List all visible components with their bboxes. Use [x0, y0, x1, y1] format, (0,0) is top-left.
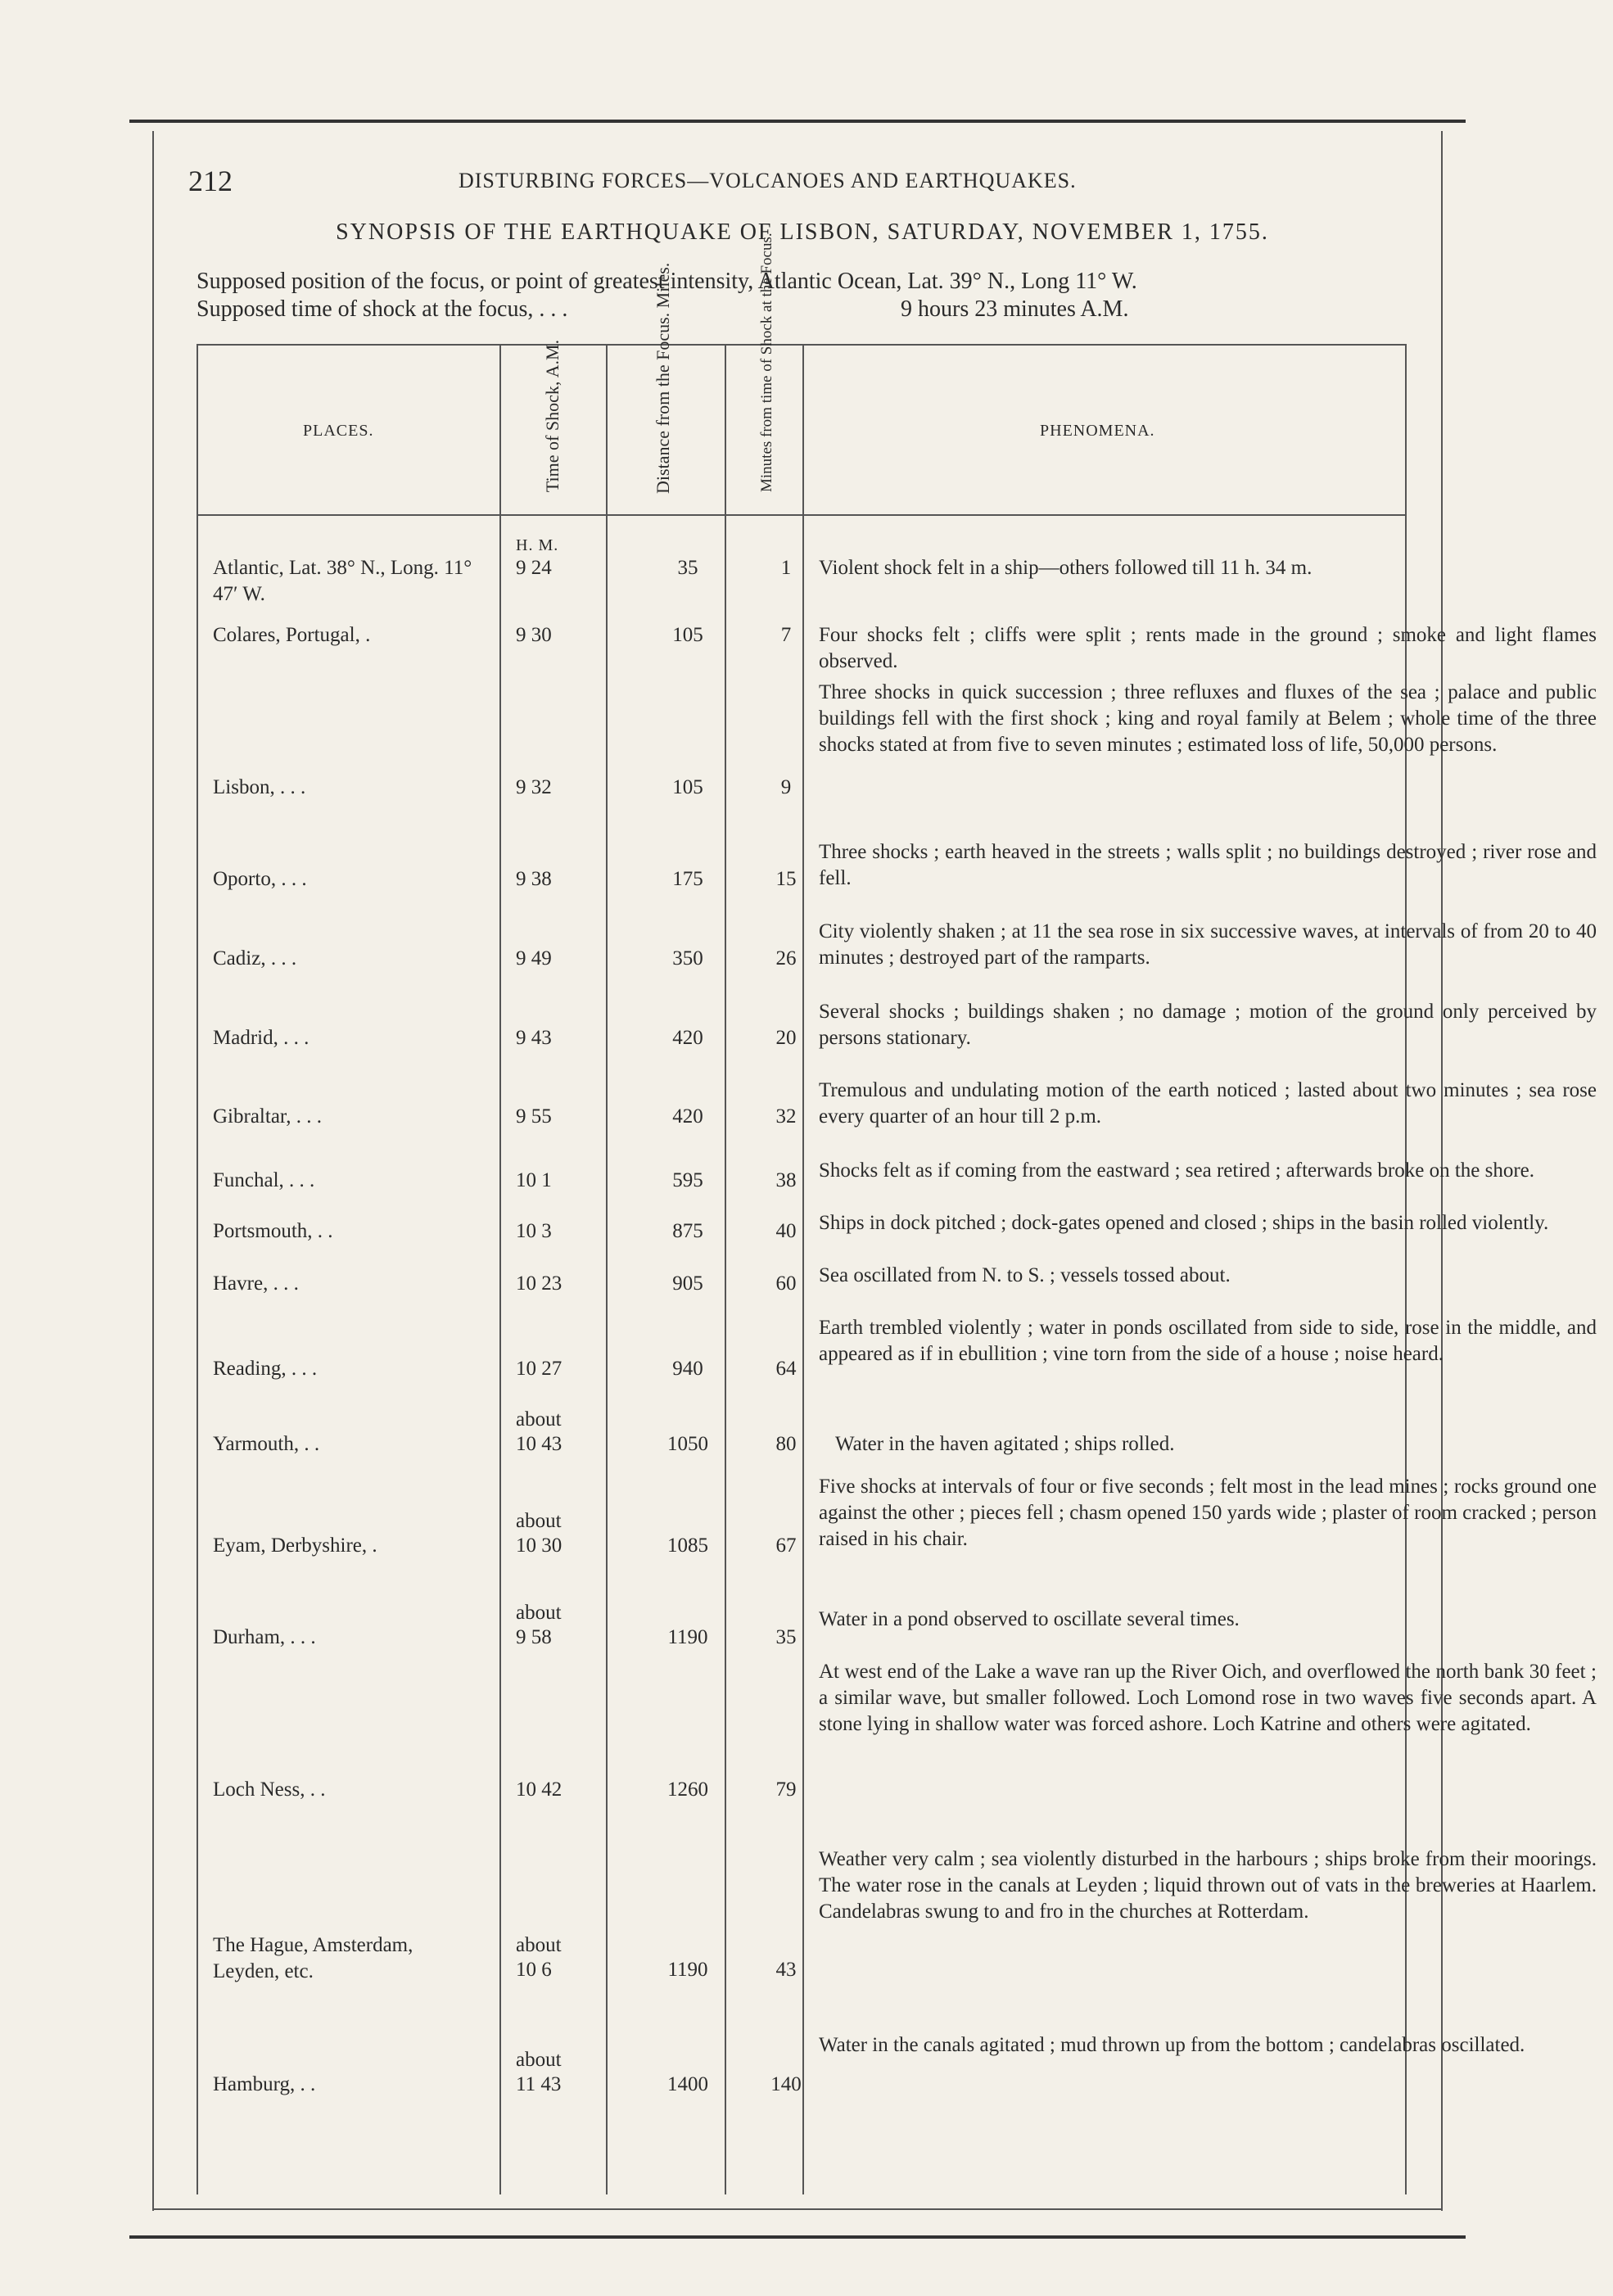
place-cell: Reading, . . .: [213, 1358, 318, 1380]
time-cell: 9 55: [516, 1105, 552, 1128]
place-cell: Havre, . . .: [213, 1272, 299, 1295]
distance-cell: 350: [672, 947, 703, 969]
frame-bottom-rule: [152, 2208, 1443, 2210]
focus-position: Supposed position of the focus, or point of greatest intensity, Atlantic Ocean, Lat. 39° N., Long 11° W.: [197, 269, 1137, 294]
minutes-cell: 15: [775, 868, 797, 890]
time-prefix-cell: about: [516, 1934, 562, 1956]
minutes-cell: 80: [775, 1433, 797, 1455]
time-cell: 10 30: [516, 1534, 563, 1557]
place-cell: Atlantic, Lat. 38° N., Long. 11° 47′ W.: [213, 557, 472, 605]
distance-cell: 35: [677, 557, 698, 579]
phenomena-text: Water in the canals agitated ; mud thrown up from the bottom ; candelabras oscillated.: [819, 2034, 1525, 2056]
table-rule-time: [606, 344, 608, 2194]
phenomena-text: Water in a pond observed to oscillate several times.: [819, 1608, 1240, 1630]
distance-cell: 1260: [667, 1778, 708, 1801]
phenomena-cell: [819, 1474, 1597, 1553]
table-rule-header: [197, 514, 1407, 516]
distance-cell: 420: [672, 1027, 703, 1049]
time-cell: 9 49: [516, 947, 552, 969]
time-cell: 9 58: [516, 1626, 552, 1648]
place-cell: Eyam, Derbyshire, .: [213, 1534, 377, 1557]
phenomena-text: At west end of the Lake a wave ran up the River Oich, and overflowed the north bank 30 feet ; a similar wave, but smaller followed. Loch Lomond rose in two waves five seconds apart. A stone lying in shallow water was forced ashore. Loch Katrine and others were agitated.: [819, 1661, 1597, 1735]
phenomena-cell: [819, 1846, 1597, 1925]
place-cell: Gibraltar, . . .: [213, 1105, 322, 1128]
phenomena-text: Violent shock felt in a ship—others followed till 11 h. 34 m.: [819, 557, 1313, 579]
distance-cell: 1190: [667, 1959, 708, 1981]
phenomena-text: Five shocks at intervals of four or five seconds ; felt most in the lead mines ; rocks ground one against the other ; pieces fell ; chasm opened 150 yards wide ; plaster of room cracked ; person raised in his chair.: [819, 1476, 1597, 1550]
col-distance: Distance from the Focus. Miles.: [653, 262, 673, 494]
phenomena-text: City violently shaken ; at 11 the sea rose in six successive waves, at intervals of from 20 to 40 minutes ; destroyed part of the ramparts.: [819, 920, 1597, 969]
phenomena-text: Sea oscillated from N. to S. ; vessels tossed about.: [819, 1264, 1231, 1286]
place-cell: Funchal, . . .: [213, 1169, 315, 1191]
time-prefix-cell: about: [516, 2049, 562, 2071]
phenomena-cell: [819, 1315, 1597, 1367]
minutes-cell: 7: [780, 624, 792, 646]
phenomena-text: Shocks felt as if coming from the eastward ; sea retired ; afterwards broke on the shore.: [819, 1159, 1535, 1182]
distance-cell: 105: [672, 624, 703, 646]
place-cell: Cadiz, . . .: [213, 947, 297, 969]
time-prefix-cell: about: [516, 1408, 562, 1430]
col-minutes: Minutes from time of Shock at the Focus.: [758, 233, 775, 492]
phenomena-text: Tremulous and undulating motion of the earth noticed ; lasted about two minutes ; sea rose every quarter of an hour till 2 p.m.: [819, 1079, 1597, 1128]
time-prefix-cell: about: [516, 1602, 562, 1624]
place-cell: Madrid, . . .: [213, 1027, 309, 1049]
phenomena-cell: [819, 1659, 1597, 1738]
table-rule-top: [197, 344, 1407, 346]
distance-cell: 940: [672, 1358, 703, 1380]
time-cell: 10 27: [516, 1358, 563, 1380]
minutes-cell: 38: [775, 1169, 797, 1191]
page-number: 212: [188, 165, 233, 197]
distance-cell: 420: [672, 1105, 703, 1128]
phenomena-text: Water in the haven agitated ; ships rolled.: [835, 1433, 1175, 1455]
time-cell: 9 32: [516, 776, 552, 798]
minutes-cell: 64: [775, 1358, 797, 1380]
minutes-cell: 43: [775, 1959, 797, 1981]
col-places: PLACES.: [303, 422, 374, 440]
phenomena-cell: [819, 2032, 1597, 2059]
distance-cell: 875: [672, 1220, 703, 1242]
phenomena-cell: [819, 919, 1597, 971]
phenomena-cell: [819, 1607, 1597, 1633]
phenomena-cell: [835, 1431, 1613, 1458]
place-cell: The Hague, Amsterdam, Leyden, etc.: [213, 1934, 413, 1982]
time-units: H. M.: [516, 536, 559, 554]
minutes-cell: 32: [775, 1105, 797, 1128]
phenomena-text: Three shocks in quick succession ; three refluxes and fluxes of the sea ; palace and public buildings fell with the first shock ; king and royal family at Belem ; whole time of the three shocks stated at from five to seven minutes ; estimated loss of life, 50,000 persons.: [819, 681, 1597, 756]
place-cell: Portsmouth, . .: [213, 1220, 333, 1242]
focus-time-value: 9 hours 23 minutes A.M.: [901, 296, 1129, 322]
minutes-cell: 26: [775, 947, 797, 969]
phenomena-text: Several shocks ; buildings shaken ; no damage ; motion of the ground only perceived by persons stationary.: [819, 1001, 1597, 1049]
phenomena-text: Four shocks felt ; cliffs were split ; rents made in the ground ; smoke and light flames observed.: [819, 624, 1597, 672]
phenomena-text: Three shocks ; earth heaved in the streets ; walls split ; no buildings destroyed ; river rose and fell.: [819, 841, 1597, 889]
place-cell: Hamburg, . .: [213, 2073, 316, 2095]
phenomena-cell: [819, 1263, 1597, 1289]
table-rule-left: [197, 344, 198, 2194]
time-cell: 10 43: [516, 1433, 563, 1455]
phenomena-text: Weather very calm ; sea violently disturbed in the harbours ; ships broke from their moorings. The water rose in the canals at Leyden ; liquid thrown out of vats in the breweries at Haarlem. Candelabras swung to and fro in the churches at Rotterdam.: [819, 1848, 1597, 1923]
phenomena-cell: [819, 999, 1597, 1051]
distance-cell: 1400: [667, 2073, 708, 2095]
time-cell: 10 6: [516, 1959, 552, 1981]
place-cell: Durham, . . .: [213, 1626, 316, 1648]
place-cell: Loch Ness, . .: [213, 1778, 326, 1801]
time-cell: 9 24: [516, 557, 552, 579]
running-head: DISTURBING FORCES—VOLCANOES AND EARTHQUAKES.: [459, 169, 1077, 192]
time-prefix-cell: about: [516, 1510, 562, 1532]
col-time: Time of Shock, A.M.: [542, 339, 563, 493]
distance-cell: 595: [672, 1169, 703, 1191]
distance-cell: 905: [672, 1272, 703, 1295]
distance-cell: 175: [672, 868, 703, 890]
focus-time-label: Supposed time of shock at the focus, . . .: [197, 296, 568, 322]
phenomena-text: Ships in dock pitched ; dock-gates opened and closed ; ships in the basin rolled violently.: [819, 1212, 1549, 1234]
table-rule-minutes: [802, 344, 804, 2194]
distance-cell: 1085: [667, 1534, 708, 1557]
time-cell: 11 43: [516, 2073, 562, 2095]
distance-cell: 1190: [667, 1626, 708, 1648]
place-cell: Yarmouth, . .: [213, 1433, 320, 1455]
minutes-cell: 9: [780, 776, 792, 798]
frame-left-rule: [152, 131, 154, 2211]
time-cell: 9 38: [516, 868, 552, 890]
time-cell: 10 1: [516, 1169, 552, 1191]
phenomena-cell: [819, 680, 1597, 758]
page-header: [188, 164, 1416, 205]
minutes-cell: 60: [775, 1272, 797, 1295]
place-cell: Lisbon, . . .: [213, 776, 306, 798]
phenomena-cell: [819, 1078, 1597, 1130]
table-rule-distance: [725, 344, 726, 2194]
time-cell: 9 30: [516, 624, 552, 646]
synopsis-title: SYNOPSIS OF THE EARTHQUAKE OF LISBON, SATURDAY, NOVEMBER 1, 1755.: [336, 219, 1269, 245]
minutes-cell: 67: [775, 1534, 797, 1557]
focus-time: [197, 296, 1129, 323]
place-cell: Colares, Portugal, .: [213, 624, 371, 646]
time-cell: 10 3: [516, 1220, 552, 1242]
phenomena-text: Earth trembled violently ; water in ponds oscillated from side to side, rose in the middle, and appeared as if in ebullition ; vine torn from the side of a house ; noise heard.: [819, 1317, 1597, 1365]
minutes-cell: 40: [775, 1220, 797, 1242]
time-cell: 10 23: [516, 1272, 563, 1295]
phenomena-cell: [819, 622, 1597, 675]
distance-cell: 105: [672, 776, 703, 798]
phenomena-cell: [819, 1210, 1597, 1236]
minutes-cell: 1: [780, 557, 792, 579]
minutes-cell: 20: [775, 1027, 797, 1049]
col-phenomena: PHENOMENA.: [1040, 422, 1155, 440]
table-rule-places: [499, 344, 501, 2194]
phenomena-cell: [819, 1158, 1597, 1184]
time-cell: 10 42: [516, 1778, 563, 1801]
distance-cell: 1050: [667, 1433, 708, 1455]
minutes-cell: 79: [775, 1778, 797, 1801]
minutes-cell: 35: [775, 1626, 797, 1648]
phenomena-cell: [819, 839, 1597, 892]
place-cell: Oporto, . . .: [213, 868, 307, 890]
phenomena-cell: [819, 555, 1597, 581]
time-cell: 9 43: [516, 1027, 552, 1049]
minutes-cell: 140: [770, 2073, 802, 2095]
